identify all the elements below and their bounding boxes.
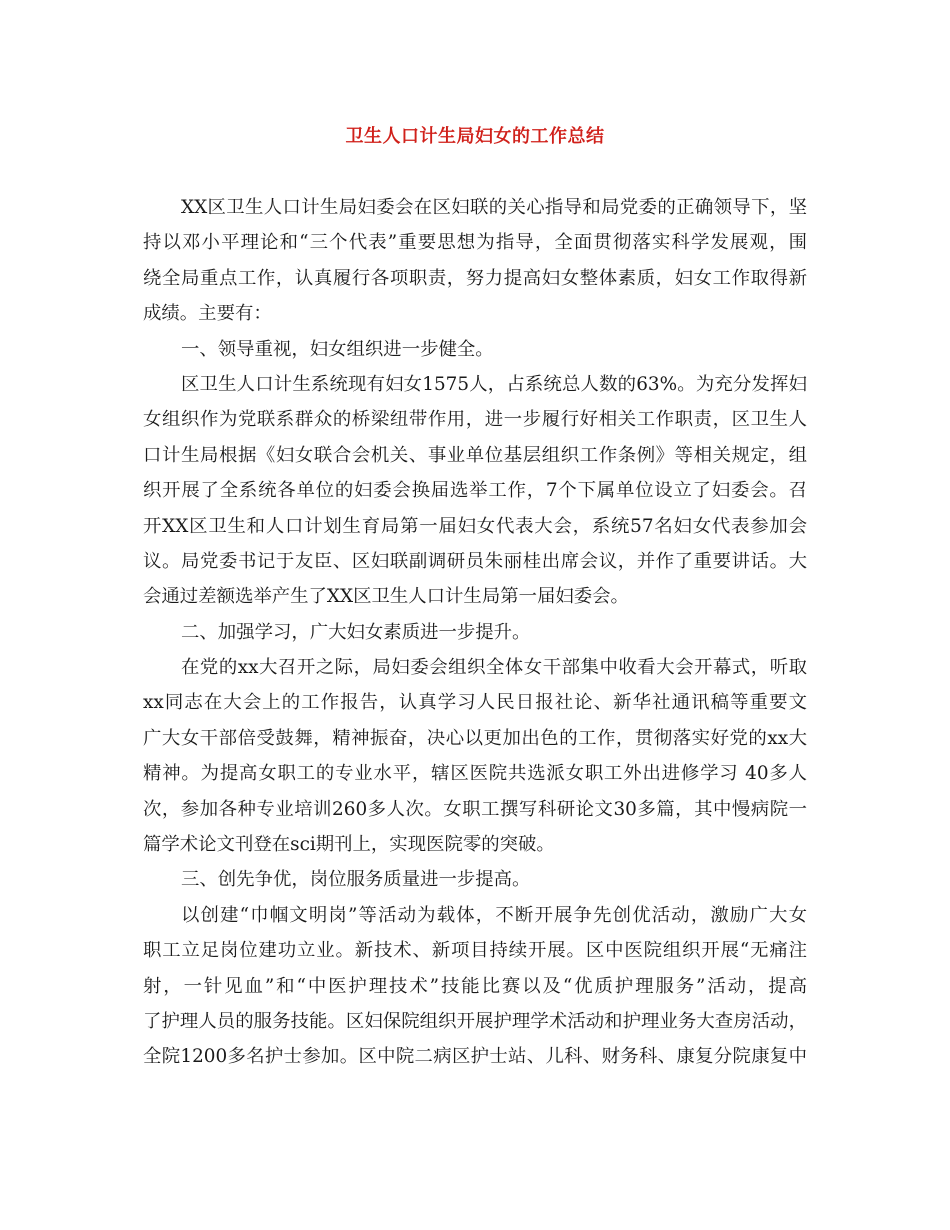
text-line: 会通过差额选举产生了XX区卫生人口计生局第一届妇委会。	[143, 586, 629, 608]
text-line: 持以邓小平理论和“三个代表”重要思想为指导，全面贯彻落实科学发展观，围	[143, 232, 807, 254]
text-line: XX区卫生人口计生局妇委会在区妇联的关心指导和局党委的正确领导下，坚	[181, 197, 807, 218]
text-line: 成绩。主要有：	[143, 303, 272, 325]
text-line: 二、加强学习，广大妇女素质进一步提升。	[181, 621, 531, 643]
text-line: 了护理人员的服务技能。区妇保院组织开展护理学术活动和护理业务大查房活动，	[143, 1010, 807, 1032]
text-line: 开XX区卫生和人口计划生育局第一届妇女代表大会，系统57名妇女代表参加会	[143, 515, 807, 537]
document-body	[143, 190, 807, 1075]
text-line: 女组织作为党联系群众的桥梁纽带作用，进一步履行好相关工作职责，区卫生人	[143, 409, 807, 431]
text-line: 射，一针见血”和“中医护理技术”技能比赛以及“优质护理服务”活动，提高	[143, 975, 807, 997]
text-line: 在党的xx大召开之际，局妇委会组织全体女干部集中收看大会开幕式，听取	[181, 657, 807, 679]
text-line: 以创建“巾帼文明岗”等活动为载体，不断开展争先创优活动，激励广大女	[181, 904, 807, 926]
text-line: 精神。为提高女职工的专业水平，辖区医院共选派女职工外出进修学习 40多人	[143, 763, 807, 785]
text-line: 织开展了全系统各单位的妇委会换届选举工作，7个下属单位设立了妇委会。召	[143, 480, 807, 502]
text-line: 次，参加各种专业培训260多人次。女职工撰写科研论文30多篇，其中慢病院一	[143, 798, 807, 820]
text-line: 全院1200多名护士参加。区中院二病区护士站、儿科、财务科、康复分院康复中	[143, 1046, 807, 1068]
text-line: 篇学术论文刊登在sci期刊上，实现医院零的突破。	[143, 834, 555, 856]
text-line: 三、创先争优，岗位服务质量进一步提高。	[181, 869, 531, 891]
text-line: 职工立足岗位建功立业。新技术、新项目持续开展。区中医院组织开展“无痛注	[143, 940, 807, 962]
text-line: 绕全局重点工作，认真履行各项职责，努力提高妇女整体素质，妇女工作取得新	[143, 267, 807, 289]
text-line: 广大女干部倍受鼓舞，精神振奋，决心以更加出色的工作，贯彻落实好党的xx大	[143, 727, 807, 749]
text-line: 区卫生人口计生系统现有妇女1575人，占系统总人数的63%。为充分发挥妇	[181, 373, 807, 395]
text-line: xx同志在大会上的工作报告，认真学习人民日报社论、新华社通讯稿等重要文	[143, 692, 807, 714]
text-line: 议。局党委书记于友臣、区妇联副调研员朱丽桂出席会议，并作了重要讲话。大	[143, 550, 807, 572]
text-line: 一、领导重视，妇女组织进一步健全。	[181, 338, 494, 360]
text-line: 口计生局根据《妇女联合会机关、事业单位基层组织工作条例》等相关规定，组	[143, 444, 807, 466]
document-title: 卫生人口计生局妇女的工作总结	[345, 126, 605, 147]
